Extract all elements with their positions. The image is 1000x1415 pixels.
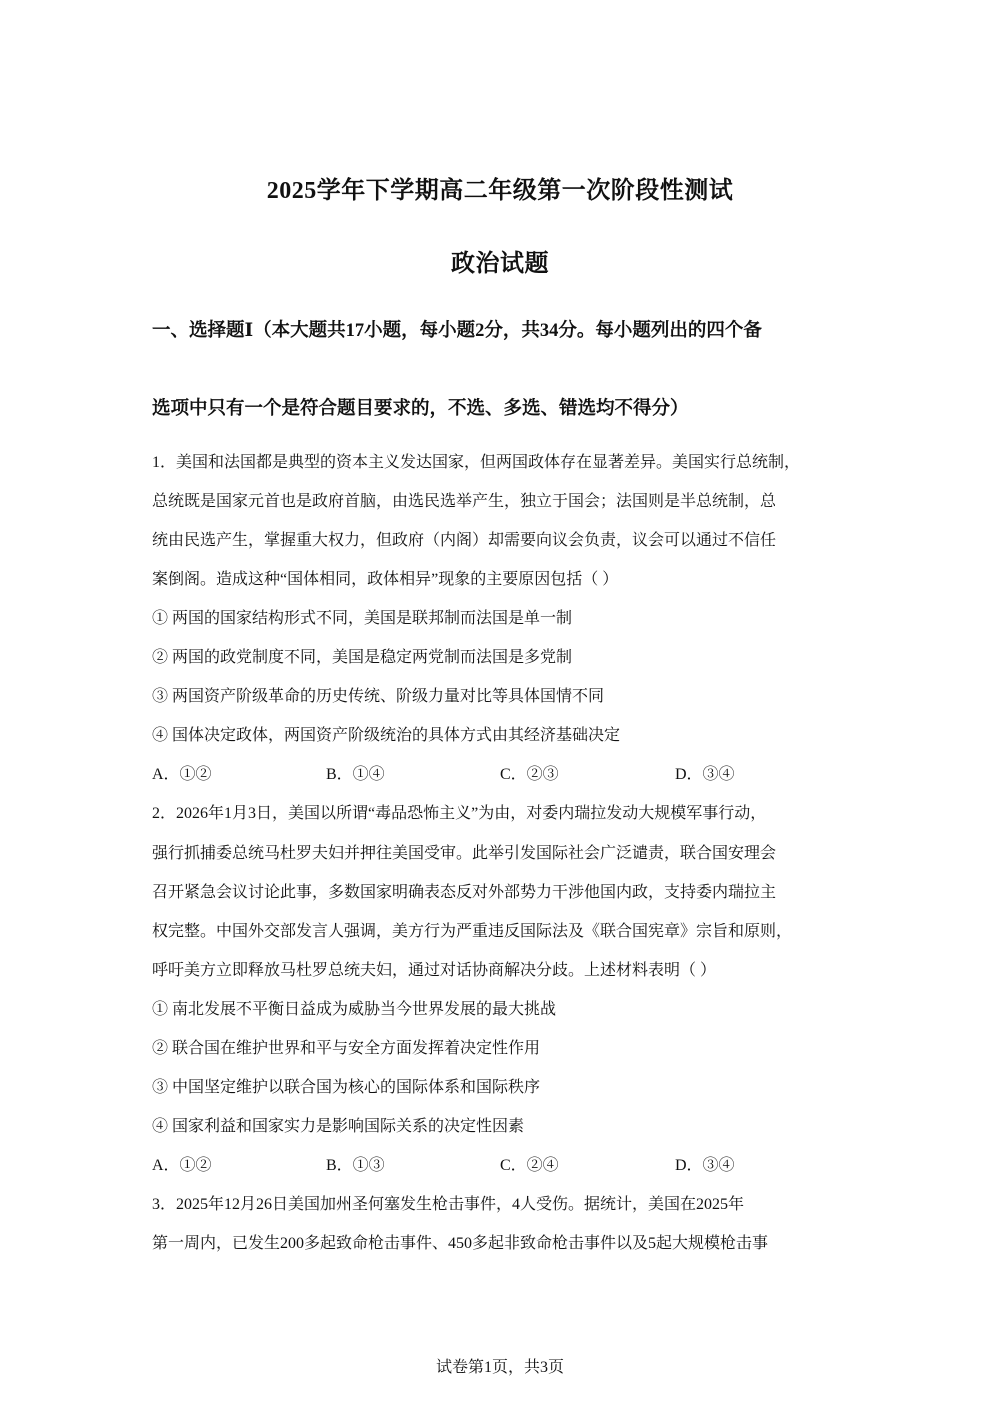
statement-item: ② 联合国在维护世界和平与安全方面发挥着决定性作用 <box>152 1040 541 1057</box>
option-b: B．①③ <box>326 1157 385 1174</box>
page-footer: 试卷第1页，共3页 <box>435 1359 564 1376</box>
question-stem-line: 统由民选产生，掌握重大权力，但政府（内阁）却需要向议会负责，议会可以通过不信任 <box>152 532 777 549</box>
statement-item: ② 两国的政党制度不同，美国是稳定两党制而法国是多党制 <box>152 649 573 666</box>
option-a: A．①② <box>152 1157 212 1174</box>
statement-item: ④ 国体决定政体，两国资产阶级统治的具体方式由其经济基础决定 <box>152 727 621 744</box>
statement-item: ③ 两国资产阶级革命的历史传统、阶级力量对比等具体国情不同 <box>152 688 605 705</box>
answer-options <box>152 1152 872 1176</box>
question-stem-line: 权完整。中国外交部发言人强调，美方行为严重违反国际法及《联合国宪章》宗旨和原则， <box>152 923 793 940</box>
question-stem-line: 2．2026年1月3日，美国以所谓“毒品恐怖主义”为由，对委内瑞拉发动大规模军事行动， <box>152 805 767 822</box>
question-stem-line: 召开紧急会议讨论此事，多数国家明确表态反对外部势力干涉他国内政，支持委内瑞拉主 <box>152 884 777 901</box>
option-b: B．①④ <box>326 766 385 783</box>
subject-title: 政治试题 <box>451 251 549 277</box>
exam-title: 2025学年下学期高二年级第一次阶段性测试 <box>266 178 734 204</box>
statement-item: ④ 国家利益和国家实力是影响国际关系的决定性因素 <box>152 1118 525 1135</box>
answer-options <box>152 761 872 785</box>
option-c: C．②③ <box>500 766 559 783</box>
question-stem-line: 3．2025年12月26日美国加州圣何塞发生枪击事件，4人受伤。据统计，美国在2025年 <box>152 1196 745 1213</box>
option-d: D．③④ <box>675 1157 735 1174</box>
section-heading-line-1: 一、选择题Ⅰ（本大题共17小题，每小题2分，共34分。每小题列出的四个备 <box>152 321 762 341</box>
statement-item: ① 南北发展不平衡日益成为威胁当今世界发展的最大挑战 <box>152 1001 557 1018</box>
option-d: D．③④ <box>675 766 735 783</box>
question-stem-line: 呼吁美方立即释放马杜罗总统夫妇，通过对话协商解决分歧。上述材料表明（ ） <box>152 962 717 979</box>
statement-item: ① 两国的国家结构形式不同，美国是联邦制而法国是单一制 <box>152 610 573 627</box>
section-heading-line-2: 选项中只有一个是符合题目要求的，不选、多选、错选均不得分） <box>152 399 689 419</box>
statement-item: ③ 中国坚定维护以联合国为核心的国际体系和国际秩序 <box>152 1079 541 1096</box>
question-stem-line: 1．美国和法国都是典型的资本主义发达国家，但两国政体存在显著差异。美国实行总统制， <box>152 454 801 471</box>
option-a: A．①② <box>152 766 212 783</box>
question-stem-line: 第一周内，已发生200多起致命枪击事件、450多起非致命枪击事件以及5起大规模枪击事 <box>152 1235 769 1252</box>
question-stem-line: 案倒阁。造成这种“国体相同，政体相异”现象的主要原因包括（ ） <box>152 571 619 588</box>
option-c: C．②④ <box>500 1157 559 1174</box>
question-stem-line: 总统既是国家元首也是政府首脑，由选民选举产生，独立于国会；法国则是半总统制，总 <box>152 493 777 510</box>
question-stem-line: 强行抓捕委总统马杜罗夫妇并押往美国受审。此举引发国际社会广泛谴责，联合国安理会 <box>152 845 777 862</box>
